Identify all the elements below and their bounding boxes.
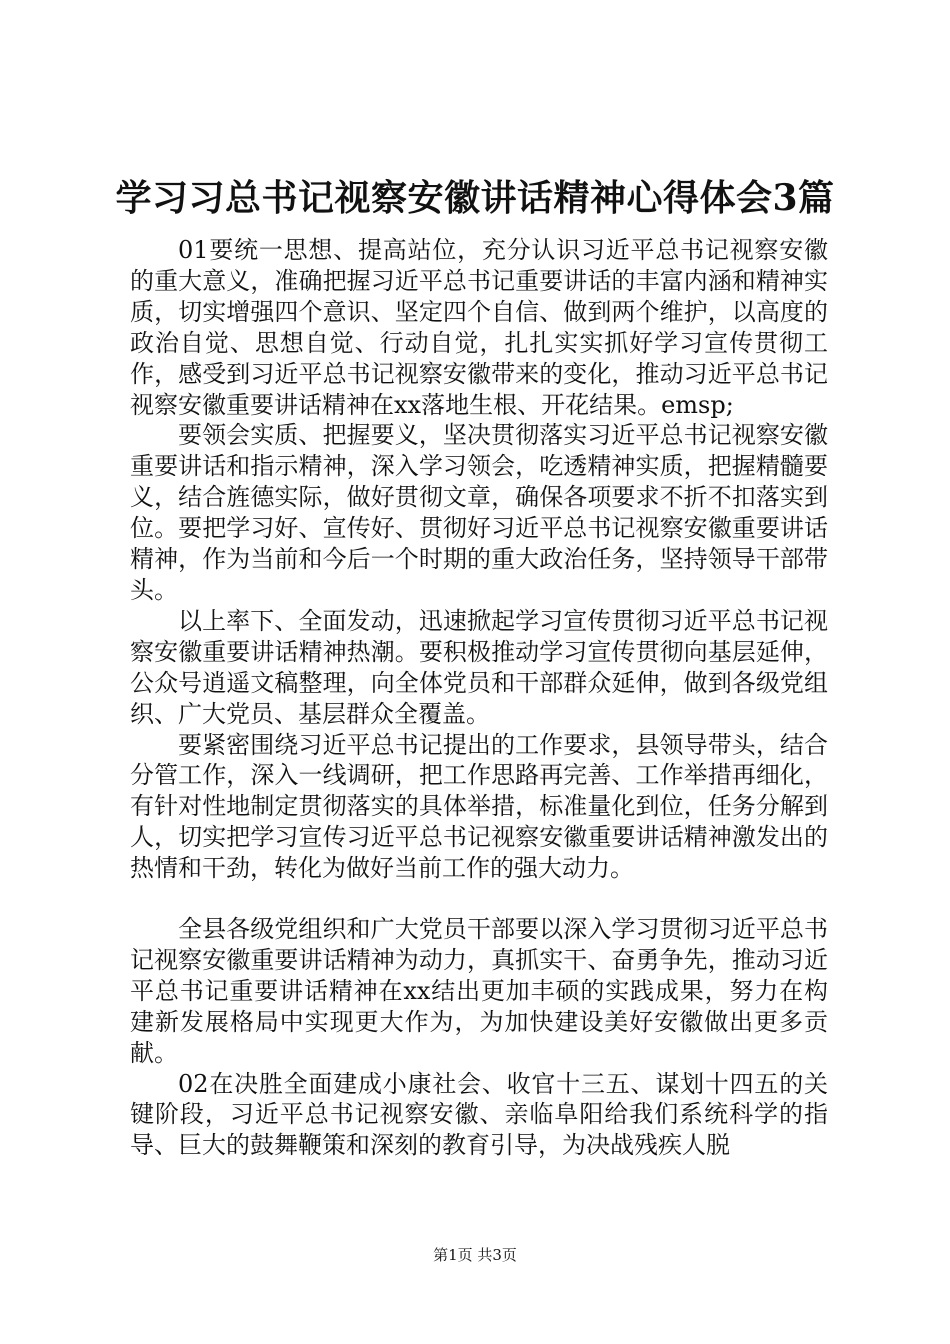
document-body: [130, 235, 828, 1161]
paragraph-spacer: [130, 884, 828, 914]
paragraph-5: 全县各级党组织和广大党员干部要以深入学习贯彻习近平总书记视察安徽重要讲话精神为动力，真抓实干、奋勇争先，推动习近平总书记重要讲话精神在xx结出更加丰硕的实践成果，努力在构建新发展格局中实现更大作为，为加快建设美好安徽做出更多贡献。: [130, 915, 828, 1067]
document-title: 学习习总书记视察安徽讲话精神心得体会3篇: [115, 177, 835, 219]
page-number-footer: 第1页 共3页: [433, 1246, 517, 1264]
paragraph-1: 01要统一思想、提高站位，充分认识习近平总书记视察安徽的重大意义，准确把握习近平总书记重要讲话的丰富内涵和精神实质，切实增强四个意识、坚定四个自信、做到两个维护，以高度的政治自觉、思想自觉、行动自觉，扎扎实实抓好学习宣传贯彻工作，感受到习近平总书记视察安徽带来的变化，推动习近平总书记视察安徽重要讲话精神在xx落地生根、开花结果。emsp;: [130, 236, 828, 419]
paragraph-6: 02在决胜全面建成小康社会、收官十三五、谋划十四五的关键阶段，习近平总书记视察安徽、亲临阜阳给我们系统科学的指导、巨大的鼓舞鞭策和深刻的教育引导，为决战残疾人脱: [130, 1069, 828, 1160]
paragraph-2: 要领会实质、把握要义，坚决贯彻落实习近平总书记视察安徽重要讲话和指示精神，深入学习领会，吃透精神实质，把握精髓要义，结合旌德实际，做好贯彻文章，确保各项要求不折不扣落实到位。要把学习好、宣传好、贯彻好习近平总书记视察安徽重要讲话精神，作为当前和今后一个时期的重大政治任务，坚持领导干部带头。: [130, 421, 828, 604]
paragraph-3: 以上率下、全面发动，迅速掀起学习宣传贯彻习近平总书记视察安徽重要讲话精神热潮。要积极推动学习宣传贯彻向基层延伸，公众号逍遥文稿整理，向全体党员和干部群众延伸，做到各级党组织、广大党员、基层群众全覆盖。: [130, 606, 828, 728]
paragraph-4: 要紧密围绕习近平总书记提出的工作要求，县领导带头，结合分管工作，深入一线调研，把工作思路再完善、工作举措再细化，有针对性地制定贯彻落实的具体举措，标准量化到位，任务分解到人，切实把学习宣传习近平总书记视察安徽重要讲话精神激发出的热情和干劲，转化为做好当前工作的强大动力。: [130, 730, 828, 883]
